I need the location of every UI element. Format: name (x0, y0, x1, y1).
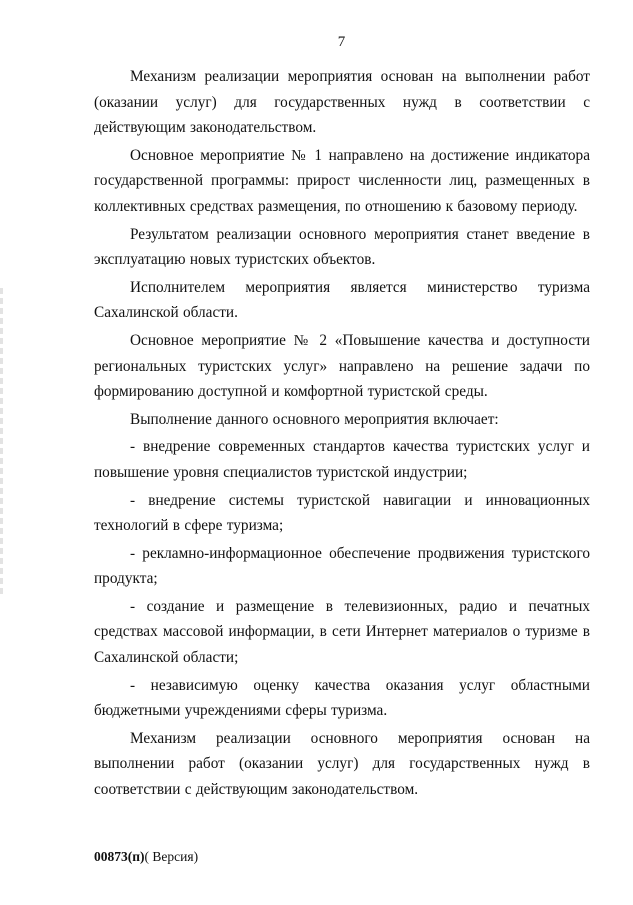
list-item: - независимую оценку качества оказания услуг областными бюджетными учреждениями сферы туризма. (94, 676, 590, 720)
paragraph-main-activity-2: Основное мероприятие № 2 «Повышение качества и доступности региональных туристских услуг» направлено на решение задачи по формированию доступной и комфортной туристской среды. (94, 331, 590, 401)
list-item: - рекламно-информационное обеспечение продвижения туристского продукта; (94, 544, 590, 588)
paragraph-mechanism-final: Механизм реализации основного мероприятия основан на выполнении работ (оказании услуг) для государственных нужд в соответствии с действующим законодательством. (94, 729, 590, 799)
document-code: 00873(п) (94, 849, 145, 864)
scan-margin-mark (0, 288, 3, 598)
document-footer (94, 849, 198, 865)
paragraph-includes: Выполнение данного основного мероприятия включает: (130, 410, 499, 428)
document-body (94, 64, 590, 803)
paragraph-main-activity-1: Основное мероприятие № 1 направлено на достижение индикатора государственной программы: прирост численности лиц, размещенных в коллективных средствах размещения, по отношению к базовому периоду. (94, 146, 590, 215)
paragraph-executor: Исполнителем мероприятия является министерство туризма Сахалинской области. (94, 278, 590, 322)
list-item: - внедрение системы туристской навигации и инновационных технологий в сфере туризма; (94, 491, 590, 535)
document-version: ( Версия) (144, 849, 199, 864)
list-item: - создание и размещение в телевизионных, радио и печатных средствах массовой информации, в сети Интернет материалов о туризме в Сахалинской области; (94, 597, 590, 667)
page-number: 7 (337, 34, 346, 50)
list-item: - внедрение современных стандартов качества туристских услуг и повышение уровня специалистов туристской индустрии; (94, 438, 590, 481)
paragraph-result: Результатом реализации основного мероприятия станет введение в эксплуатацию новых туристских объектов. (94, 225, 590, 269)
paragraph-mechanism: Механизм реализации мероприятия основан на выполнении работ (оказании услуг) для государственных нужд в соответствии с действующим законодательством. (94, 68, 590, 137)
